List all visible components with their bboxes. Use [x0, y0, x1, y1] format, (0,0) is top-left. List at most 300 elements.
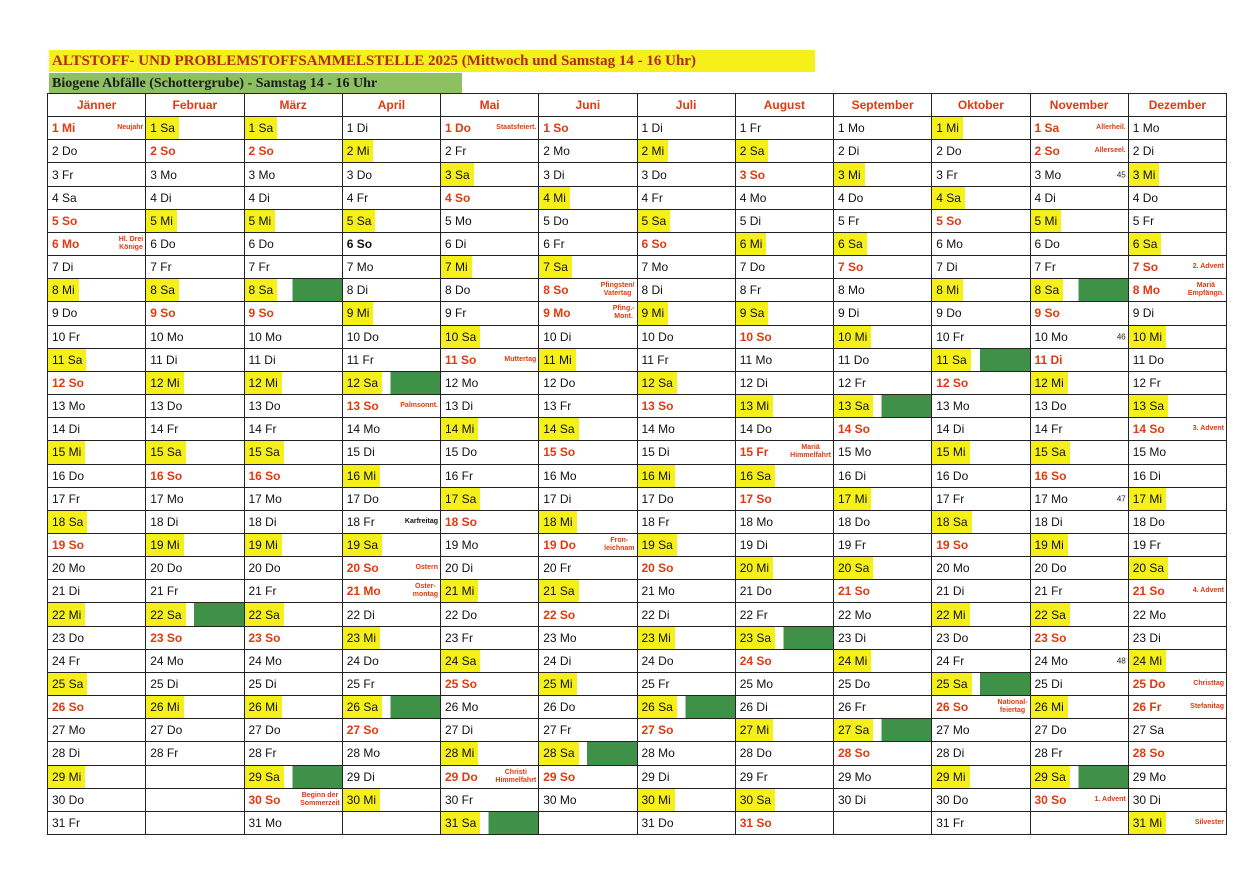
day-cell: [146, 789, 244, 812]
day-cell: [932, 302, 1030, 325]
day-label: 1 Sa: [245, 117, 278, 139]
day-label: 2 Mo: [543, 144, 570, 159]
day-label: 24 Mo: [150, 653, 184, 668]
day-cell: [1031, 719, 1129, 742]
day-label: 14 Mo: [346, 422, 381, 437]
day-cell: [245, 627, 343, 650]
day-cell: [343, 719, 441, 742]
day-cell: [48, 279, 146, 302]
day-label: 7 Mo: [641, 260, 669, 275]
day-cell: [441, 580, 539, 603]
day-label: 12 So: [936, 375, 969, 390]
day-label: 16 Mi: [343, 465, 380, 487]
day-cell: [343, 627, 441, 650]
day-cell: [343, 210, 441, 233]
day-cell: [539, 766, 637, 789]
day-label: 18 Mi: [539, 511, 576, 533]
day-cell: [834, 603, 932, 626]
day-label: 18 Di: [248, 514, 277, 529]
day-cell: [441, 349, 539, 372]
day-cell: [834, 418, 932, 441]
day-label: 6 Fr: [543, 237, 565, 252]
day-cell: [245, 742, 343, 765]
day-label: 14 So: [1132, 422, 1165, 437]
day-cell: [245, 580, 343, 603]
day-label: 21 Mo: [346, 584, 381, 599]
day-label: 5 Fr: [1132, 213, 1155, 228]
day-cell: [343, 187, 441, 210]
day-label: 13 Mi: [736, 395, 773, 417]
day-label: 29 Mi: [48, 766, 85, 788]
day-label: 2 Mi: [343, 140, 374, 162]
day-label: 17 Mo: [1034, 491, 1068, 506]
day-label: 9 Mi: [343, 302, 374, 324]
day-label: 26 Do: [543, 700, 576, 715]
holiday-note: 3. Advent: [1192, 425, 1224, 433]
month-header: September: [834, 94, 932, 117]
day-cell: [932, 627, 1030, 650]
day-cell: [736, 279, 834, 302]
day-cell: [48, 302, 146, 325]
day-label: 23 Mi: [343, 627, 380, 649]
day-label: 12 Sa: [638, 372, 677, 394]
day-label: 31 Sa: [441, 812, 480, 834]
day-label: 15 Fr: [739, 445, 769, 460]
day-label: 21 Fr: [1034, 584, 1063, 599]
day-label: 17 Mo: [150, 491, 184, 506]
day-cell: [736, 580, 834, 603]
day-label: 19 Mi: [245, 534, 282, 556]
day-label: 23 Fr: [445, 630, 474, 645]
day-label: 11 So: [445, 352, 477, 367]
day-cell: [1031, 279, 1129, 302]
day-label: 6 Di: [445, 237, 467, 252]
day-cell: [1031, 210, 1129, 233]
day-label: 5 Mi: [146, 210, 177, 232]
day-cell: [736, 210, 834, 233]
day-label: 26 Mo: [445, 700, 479, 715]
day-label: 7 Di: [936, 260, 958, 275]
day-cell: [1129, 441, 1227, 464]
day-cell: [736, 603, 834, 626]
day-label: 16 Mo: [543, 468, 577, 483]
day-label: 3 Fr: [936, 167, 958, 182]
day-cell: [834, 719, 932, 742]
day-label: 19 Sa: [638, 534, 677, 556]
holiday-note: Staatsfeiert.: [496, 124, 537, 132]
day-cell: [539, 326, 637, 349]
day-label: 13 So: [641, 399, 674, 414]
day-label: 13 So: [346, 399, 379, 414]
day-label: 21 Fr: [248, 584, 277, 599]
day-label: 6 So: [346, 237, 373, 252]
day-cell: [1031, 465, 1129, 488]
day-label: 11 Di: [1034, 352, 1063, 367]
day-label: 6 So: [641, 237, 667, 252]
day-cell: [343, 465, 441, 488]
day-cell: [441, 603, 539, 626]
day-cell: [343, 233, 441, 256]
day-cell: [834, 465, 932, 488]
day-label: 16 Di: [1132, 468, 1161, 483]
day-label: 6 Mi: [736, 233, 767, 255]
day-cell: [1031, 256, 1129, 279]
day-cell: [638, 789, 736, 812]
day-cell: [343, 650, 441, 673]
day-label: 19 Do: [543, 538, 576, 553]
day-label: 3 Sa: [441, 163, 474, 185]
day-label: 11 Mi: [539, 349, 575, 371]
day-cell: [1031, 696, 1129, 719]
day-cell: [441, 534, 539, 557]
day-label: 27 Sa: [834, 719, 873, 741]
day-cell: [736, 650, 834, 673]
day-cell: [48, 488, 146, 511]
day-cell: [539, 302, 637, 325]
day-label: 18 Fr: [346, 514, 375, 529]
day-cell: [441, 789, 539, 812]
day-cell: [638, 603, 736, 626]
day-cell: [834, 441, 932, 464]
day-label: 12 Fr: [1132, 375, 1161, 390]
day-cell: [48, 812, 146, 835]
day-label: 2 Di: [838, 144, 860, 159]
day-cell: [146, 233, 244, 256]
day-label: 27 So: [346, 723, 379, 738]
day-label: 9 Do: [52, 306, 78, 321]
day-label: 6 Do: [1034, 237, 1060, 252]
day-label: 22 So: [543, 607, 576, 622]
day-label: 3 Mo: [1034, 167, 1062, 182]
day-label: 5 Do: [543, 213, 569, 228]
day-label: 16 So: [150, 468, 183, 483]
day-label: 21 Do: [739, 584, 772, 599]
day-label: 1 Di: [346, 121, 369, 136]
day-cell: [638, 511, 736, 534]
day-label: 30 Di: [838, 792, 867, 807]
day-cell: [441, 302, 539, 325]
day-label: 8 Mi: [48, 279, 79, 301]
day-label: 21 Sa: [539, 580, 578, 602]
day-cell: [638, 372, 736, 395]
day-label: 14 Mi: [441, 418, 478, 440]
day-cell: [48, 789, 146, 812]
day-label: 17 Sa: [441, 488, 480, 510]
day-label: 25 Mo: [739, 676, 774, 691]
holiday-note: Palmsonnt.: [400, 402, 438, 410]
day-label: 21 Di: [936, 584, 965, 599]
day-label: 2 So: [150, 144, 176, 159]
day-cell: [441, 650, 539, 673]
month-header: August: [736, 94, 834, 117]
month-header: Juli: [638, 94, 736, 117]
day-label: 9 Mo: [543, 306, 571, 321]
day-label: 5 Di: [739, 213, 762, 228]
day-label: 22 Do: [445, 607, 478, 622]
day-cell: [1129, 488, 1227, 511]
day-cell: [441, 627, 539, 650]
day-label: 28 Fr: [248, 746, 277, 761]
day-cell: [146, 302, 244, 325]
day-cell: [245, 256, 343, 279]
day-cell: [1031, 673, 1129, 696]
day-cell: [1129, 187, 1227, 210]
day-cell: [48, 465, 146, 488]
day-cell: [932, 557, 1030, 580]
day-cell: [1129, 279, 1227, 302]
day-cell: [932, 395, 1030, 418]
day-cell: [245, 187, 343, 210]
day-label: 19 So: [52, 538, 85, 553]
day-cell: [736, 233, 834, 256]
day-cell: [245, 534, 343, 557]
day-cell: [932, 465, 1030, 488]
day-cell: [834, 580, 932, 603]
holiday-note: National- feiertag: [997, 699, 1028, 715]
day-cell: [1129, 302, 1227, 325]
day-cell: [146, 163, 244, 186]
day-label: 31 Fr: [936, 815, 965, 830]
day-label: 27 Mi: [736, 719, 773, 741]
day-cell: [932, 233, 1030, 256]
day-cell: [932, 719, 1030, 742]
holiday-note: Hl. Drei Könige: [118, 236, 144, 252]
day-label: 18 Mo: [739, 514, 774, 529]
day-label: 4 Mi: [539, 187, 570, 209]
day-label: 22 Sa: [1031, 603, 1070, 625]
day-cell: [343, 279, 441, 302]
day-label: 12 So: [52, 375, 85, 390]
day-cell: [245, 812, 343, 835]
day-label: 10 Mi: [1129, 326, 1166, 348]
day-cell: [1129, 326, 1227, 349]
day-cell: [932, 210, 1030, 233]
day-cell: [736, 534, 834, 557]
day-label: 27 Fr: [543, 723, 572, 738]
day-cell: [1129, 163, 1227, 186]
day-cell: [834, 279, 932, 302]
day-cell: [1031, 163, 1129, 186]
day-cell: [1129, 256, 1227, 279]
day-label: 26 Mi: [245, 696, 282, 718]
day-label: 8 Mo: [838, 283, 865, 298]
day-cell: [638, 696, 736, 719]
day-label: 15 Do: [445, 445, 478, 460]
day-label: 17 Fr: [936, 491, 965, 506]
day-cell: [245, 302, 343, 325]
day-label: 16 Do: [936, 468, 969, 483]
day-label: 10 Do: [346, 329, 379, 344]
day-cell: [736, 372, 834, 395]
day-label: 8 Di: [641, 283, 663, 298]
day-cell: [441, 326, 539, 349]
day-cell: [1129, 789, 1227, 812]
holiday-note: Pfing.- Mont.: [612, 305, 635, 321]
day-label: 15 Sa: [146, 441, 185, 463]
day-label: 19 Di: [739, 538, 768, 553]
day-label: 9 So: [248, 306, 274, 321]
day-label: 7 Fr: [248, 260, 270, 275]
day-label: 10 Do: [641, 329, 674, 344]
day-label: 11 Mo: [739, 352, 773, 367]
day-label: 28 Mi: [441, 742, 478, 764]
day-label: 26 Di: [739, 700, 768, 715]
day-label: 28 Di: [936, 746, 965, 761]
day-label: 27 Do: [150, 723, 183, 738]
day-label: 3 Mi: [1129, 163, 1160, 185]
day-label: 25 Di: [150, 676, 179, 691]
day-label: 25 Fr: [641, 676, 670, 691]
month-header: November: [1031, 94, 1129, 117]
day-cell: [441, 395, 539, 418]
day-label: 14 Di: [936, 422, 965, 437]
day-cell: [932, 511, 1030, 534]
day-cell: [48, 349, 146, 372]
day-cell: [834, 117, 932, 140]
day-cell: [146, 488, 244, 511]
day-cell: [539, 140, 637, 163]
day-cell: [539, 279, 637, 302]
day-label: 20 Sa: [834, 557, 873, 579]
day-label: 7 Do: [739, 260, 766, 275]
day-label: 7 Sa: [539, 256, 572, 278]
day-cell: [48, 603, 146, 626]
day-label: 18 So: [445, 514, 478, 529]
day-label: 16 Di: [838, 468, 867, 483]
day-label: 15 Mi: [48, 441, 85, 463]
day-cell: [441, 117, 539, 140]
day-label: 31 Do: [641, 815, 674, 830]
day-label: 11 Sa: [48, 349, 86, 371]
day-cell: [146, 812, 244, 835]
day-cell: [736, 696, 834, 719]
day-cell: [932, 812, 1030, 835]
day-label: 4 Do: [1132, 190, 1159, 205]
day-cell: [48, 766, 146, 789]
day-cell: [245, 349, 343, 372]
day-label: 20 So: [641, 561, 674, 576]
day-label: 10 Mo: [248, 329, 282, 344]
day-label: 2 So: [1034, 144, 1060, 159]
day-cell: [736, 488, 834, 511]
day-label: 25 Di: [1034, 676, 1063, 691]
day-label: 12 Fr: [838, 375, 867, 390]
day-label: 20 Di: [445, 561, 474, 576]
day-cell: [736, 465, 834, 488]
day-label: 18 Sa: [48, 511, 87, 533]
day-label: 25 So: [445, 676, 478, 691]
day-cell: [834, 627, 932, 650]
day-cell: [1031, 789, 1129, 812]
day-label: 10 Mi: [834, 326, 871, 348]
day-cell: [245, 140, 343, 163]
calendar-grid: [47, 93, 1227, 835]
day-cell: [932, 534, 1030, 557]
day-cell: [736, 627, 834, 650]
day-label: 24 Fr: [936, 653, 965, 668]
day-label: 4 Do: [838, 190, 864, 205]
holiday-note: Muttertag: [504, 355, 537, 363]
day-label: 10 Mo: [150, 329, 184, 344]
day-label: 23 So: [150, 630, 183, 645]
day-cell: [48, 372, 146, 395]
day-label: 7 Di: [52, 260, 74, 275]
day-cell: [1031, 302, 1129, 325]
holiday-note: Silvester: [1194, 818, 1224, 826]
day-cell: [1031, 140, 1129, 163]
day-label: 1 Do: [445, 121, 472, 136]
day-label: 19 So: [936, 538, 969, 553]
day-cell: [245, 488, 343, 511]
day-cell: [932, 187, 1030, 210]
day-cell: [1031, 557, 1129, 580]
day-label: 25 Do: [1132, 676, 1166, 691]
day-cell: [146, 256, 244, 279]
day-cell: [343, 256, 441, 279]
day-cell: [1031, 117, 1129, 140]
day-cell: [146, 441, 244, 464]
day-label: 29 Mi: [932, 766, 969, 788]
day-cell: [932, 117, 1030, 140]
day-cell: [539, 233, 637, 256]
day-label: 4 Sa: [52, 190, 77, 205]
day-label: 5 So: [936, 213, 962, 228]
day-label: 14 Fr: [248, 422, 277, 437]
day-cell: [343, 326, 441, 349]
day-cell: [1031, 418, 1129, 441]
day-label: 20 So: [346, 561, 379, 576]
day-label: 3 Do: [641, 167, 667, 182]
day-cell: [539, 117, 637, 140]
day-label: 26 Sa: [343, 696, 382, 718]
day-cell: [146, 719, 244, 742]
day-cell: [932, 326, 1030, 349]
day-label: 10 Mo: [1034, 329, 1068, 344]
day-cell: [736, 511, 834, 534]
day-label: 24 So: [739, 653, 772, 668]
day-label: 29 Do: [445, 769, 478, 784]
day-label: 30 So: [248, 792, 281, 807]
day-cell: [343, 742, 441, 765]
day-cell: [48, 395, 146, 418]
day-label: 4 So: [445, 190, 471, 205]
day-label: 21 So: [838, 584, 871, 599]
day-label: 17 So: [739, 491, 772, 506]
day-cell: [539, 603, 637, 626]
day-label: 14 Do: [739, 422, 772, 437]
day-cell: [146, 187, 244, 210]
day-cell: [539, 627, 637, 650]
day-label: 29 Fr: [739, 769, 768, 784]
day-cell: [736, 742, 834, 765]
day-label: 1 Mi: [52, 121, 76, 136]
week-number: 47: [1116, 494, 1126, 504]
day-label: 13 Sa: [834, 395, 873, 417]
day-cell: [736, 349, 834, 372]
page-title: ALTSTOFF- UND PROBLEMSTOFFSAMMELSTELLE 2025 (Mittwoch und Samstag 14 - 16 Uhr): [49, 50, 815, 72]
day-label: 8 Sa: [245, 279, 278, 301]
day-cell: [343, 117, 441, 140]
day-label: 4 Mo: [739, 190, 767, 205]
day-cell: [1129, 349, 1227, 372]
day-cell: [1129, 742, 1227, 765]
day-cell: [1129, 650, 1227, 673]
day-label: 28 Do: [739, 746, 772, 761]
day-label: 22 Mi: [932, 603, 969, 625]
day-label: 7 Mi: [441, 256, 472, 278]
day-cell: [48, 210, 146, 233]
day-label: 28 So: [838, 746, 871, 761]
